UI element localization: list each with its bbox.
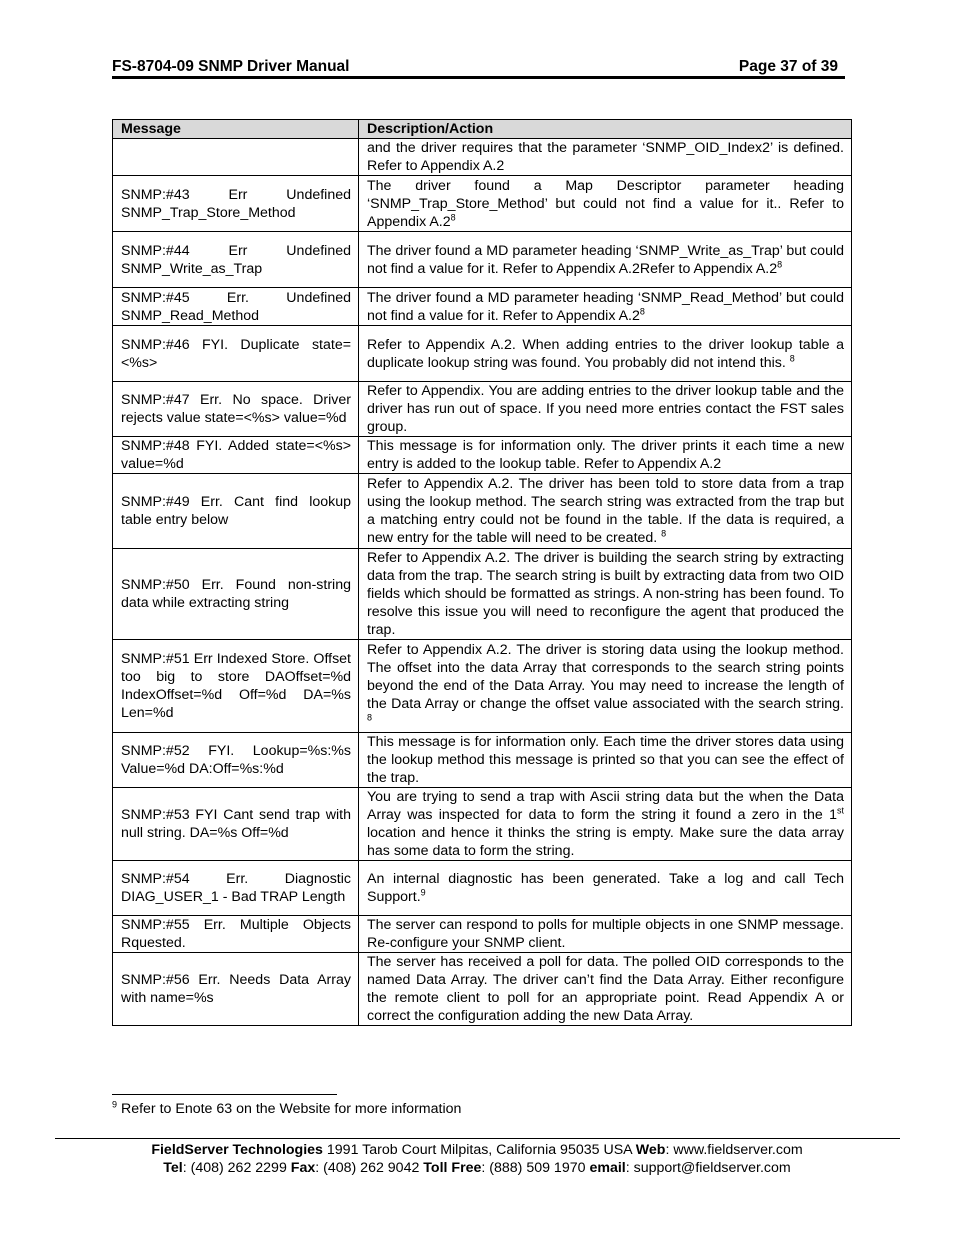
description-cell: and the driver requires that the parameter ‘SNMP_OID_Index2’ is defined. Refer to Appendix A.2 bbox=[359, 139, 852, 176]
tel-label: Tel bbox=[163, 1160, 183, 1176]
message-cell: SNMP:#46 FYI. Duplicate state=<%s> bbox=[113, 326, 359, 382]
footnote-ref: 8 bbox=[777, 258, 783, 269]
message-cell: SNMP:#52 FYI. Lookup=%s:%s Value=%d DA:Off=%s:%d bbox=[113, 733, 359, 788]
tollfree-number: : (888) 509 1970 bbox=[481, 1160, 590, 1176]
table-row bbox=[113, 733, 852, 788]
description-cell: The server can respond to polls for multiple objects in one SNMP message. Re-configure your SNMP client. bbox=[359, 916, 852, 953]
footnote-ref: 8 bbox=[450, 211, 456, 222]
message-cell: SNMP:#56 Err. Needs Data Array with name=%s bbox=[113, 953, 359, 1026]
footnote-ref: 8 bbox=[661, 528, 667, 539]
description-cell: The server has received a poll for data. The polled OID corresponds to the named Data Array. The driver can’t find the Data Array. Either reconfigure the remote client to poll for an appropriate point. Read Appendix A or correct the configuration adding the new Data Array. bbox=[359, 953, 852, 1026]
tel-number: : (408) 262 2299 bbox=[182, 1160, 291, 1176]
table-row bbox=[113, 382, 852, 437]
company-name: FieldServer Technologies bbox=[151, 1142, 323, 1158]
table-row bbox=[113, 288, 852, 326]
header-rule bbox=[112, 76, 845, 79]
page-header bbox=[112, 56, 844, 76]
description-cell: Refer to Appendix A.2. The driver is building the search string by extracting data from the trap. The search string is built by extracting data from two OID fields which should be formatted as strings. A non-string has been found. To resolve this issue you will need to reconfigure the agent that produced the trap. bbox=[359, 549, 852, 640]
message-cell: SNMP:#43 Err Undefined SNMP_Trap_Store_Method bbox=[113, 176, 359, 232]
table-row bbox=[113, 549, 852, 640]
table-row bbox=[113, 640, 852, 733]
footer-line-2 bbox=[0, 1160, 954, 1176]
column-header-description: Description/Action bbox=[359, 120, 852, 139]
message-cell: SNMP:#49 Err. Cant find lookup table entry below bbox=[113, 474, 359, 549]
description-cell: This message is for information only. The driver prints it each time a new entry is added to the lookup table. Refer to Appendix A.2 bbox=[359, 437, 852, 474]
web-address: : www.fieldserver.com bbox=[665, 1142, 803, 1158]
message-cell: SNMP:#47 Err. No space. Driver rejects value state=<%s> value=%d bbox=[113, 382, 359, 437]
footnote-text: Refer to Enote 63 on the Website for more information bbox=[117, 1101, 462, 1117]
ordinal-suffix: st bbox=[836, 805, 844, 816]
message-cell bbox=[113, 139, 359, 176]
description-cell: Refer to Appendix A.2. When adding entries to the driver lookup table a duplicate lookup string was found. You probably did not intend this. $^8$ bbox=[359, 326, 852, 382]
footnote-separator bbox=[112, 1094, 337, 1095]
table-row bbox=[113, 474, 852, 549]
table-row bbox=[113, 861, 852, 916]
description-cell: An internal diagnostic has been generated. Take a log and call Tech Support.$^9$ bbox=[359, 861, 852, 916]
description-cell: Refer to Appendix A.2. The driver has been told to store data from a trap using the lookup method. The search string was extracted from the trap but a matching entry could not be found in the table. If the data is required, a new entry for the table will need to be created. $^8$ bbox=[359, 474, 852, 549]
description-cell: Refer to Appendix A.2. The driver is storing data using the lookup method. The offset into the data Array that corresponds to the search string points beyond the end of the Data Array. You may need to increase the length of the Data Array or change the offset value associated with the search string. $^8$ bbox=[359, 640, 852, 733]
description-cell: Refer to Appendix. You are adding entries to the driver lookup table and the driver has run out of space. If you need more entries contact the FST sales group. bbox=[359, 382, 852, 437]
table-row bbox=[113, 437, 852, 474]
table-row bbox=[113, 953, 852, 1026]
footnote-number: 9 bbox=[112, 1099, 118, 1110]
column-header-message: Message bbox=[113, 120, 359, 139]
table-row bbox=[113, 326, 852, 382]
message-cell: SNMP:#54 Err. Diagnostic DIAG_USER_1 - Bad TRAP Length bbox=[113, 861, 359, 916]
email-address: : support@fieldserver.com bbox=[625, 1160, 791, 1176]
message-cell: SNMP:#53 FYI Cant send trap with null string. DA=%s Off=%d bbox=[113, 788, 359, 861]
messages-table bbox=[112, 119, 852, 1026]
message-cell: SNMP:#55 Err. Multiple Objects Rquested. bbox=[113, 916, 359, 953]
footer-line-1 bbox=[0, 1142, 954, 1158]
footer-rule bbox=[55, 1138, 900, 1139]
company-address: 1991 Tarob Court Milpitas, California 95035 USA bbox=[322, 1142, 636, 1158]
footnote-ref: 8 bbox=[789, 352, 795, 363]
description-cell: The driver found a MD parameter heading ‘SNMP_Read_Method’ but could not find a value for it. Refer to Appendix $A.2^8$ bbox=[359, 288, 852, 326]
description-cell: The driver found a MD parameter heading ‘SNMP_Write_as_Trap’ but could not find a value for it. Refer to Appendix A.2Refer to Appendix $A.2^8$ bbox=[359, 232, 852, 288]
message-cell: SNMP:#50 Err. Found non-string data while extracting string bbox=[113, 549, 359, 640]
footnote bbox=[112, 1101, 461, 1117]
message-cell: SNMP:#51 Err Indexed Store. Offset too big to store DAOffset=%d IndexOffset=%d Off=%d DA=%s Len=%d bbox=[113, 640, 359, 733]
description-cell: You are trying to send a trap with Ascii string data but the when the Data Array was inspected for data to form the string it found a zero in the 1st location and hence it thinks the string is empty. Make sure the data array has some data to form the string. bbox=[359, 788, 852, 861]
fax-label: Fax bbox=[290, 1160, 316, 1176]
description-cell: This message is for information only. Each time the driver stores data using the lookup method this message is printed so that you can see the effect of the trap. bbox=[359, 733, 852, 788]
description-cell: The driver found a Map Descriptor parameter heading ‘SNMP_Trap_Store_Method’ but could not find a value for it.. Refer to Appendix $A.2^8$ bbox=[359, 176, 852, 232]
document-title: FS-8704-09 SNMP Driver Manual bbox=[112, 58, 350, 75]
message-cell: SNMP:#48 FYI. Added state=<%s> value=%d bbox=[113, 437, 359, 474]
footnote-ref: 8 bbox=[367, 712, 373, 723]
fax-number: : (408) 262 9042 bbox=[315, 1160, 424, 1176]
table-row bbox=[113, 232, 852, 288]
message-cell: SNMP:#44 Err Undefined SNMP_Write_as_Trap bbox=[113, 232, 359, 288]
footnote-ref: 9 bbox=[420, 887, 426, 898]
web-label: Web bbox=[635, 1142, 666, 1158]
message-cell: SNMP:#45 Err. Undefined SNMP_Read_Method bbox=[113, 288, 359, 326]
table-row bbox=[113, 176, 852, 232]
table-row bbox=[113, 139, 852, 176]
footnote-ref: 8 bbox=[639, 305, 645, 316]
table-row bbox=[113, 788, 852, 861]
tollfree-label: Toll Free bbox=[423, 1160, 482, 1176]
table-header-row bbox=[113, 120, 852, 139]
table-row bbox=[113, 916, 852, 953]
email-label: email bbox=[589, 1160, 626, 1176]
page-number: Page 37 of 39 bbox=[738, 58, 838, 75]
